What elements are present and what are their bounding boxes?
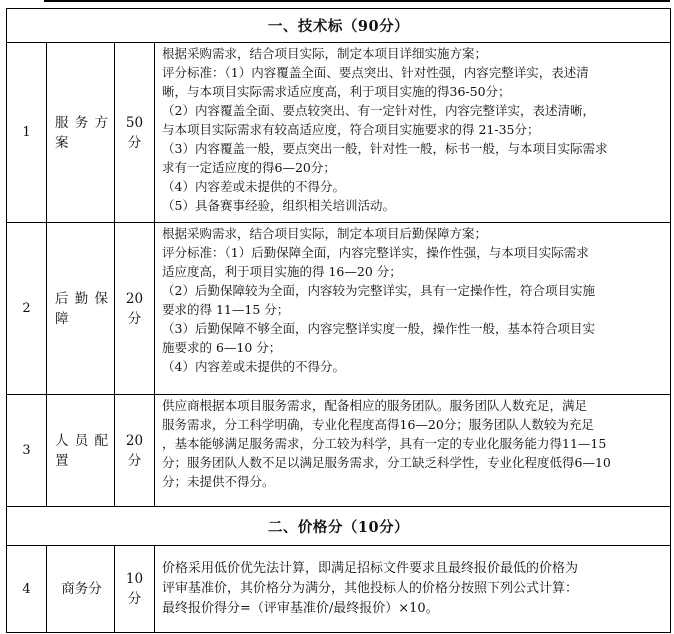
points-value: 20 <box>125 432 144 449</box>
criteria-line: （5）具备赛事经验，组织相关培训活动。 <box>162 198 395 213</box>
criteria-line: 根据采购需求，结合项目实际，制定本项目后勤保障方案； <box>162 226 488 241</box>
scoring-criteria <box>155 546 671 633</box>
row-number: 2 <box>7 223 47 395</box>
criteria-line: 要求的得 11—15 分； <box>162 302 290 317</box>
scoring-criteria <box>155 395 671 507</box>
row-number: 4 <box>7 546 47 633</box>
criteria-line: （2）内容覆盖全面、要点较突出、有一定针对性，内容完整详实，表述清晰， <box>162 103 595 118</box>
scoring-item-line: 人员配 <box>55 432 108 449</box>
criteria-line: （4）内容差或未提供的不得分。 <box>162 359 345 374</box>
points-unit: 分 <box>127 591 142 607</box>
criteria-line: 晰，与本项目实际需求适应度高，利于项目实施的得36-50分； <box>162 84 511 99</box>
scoring-criteria <box>155 223 671 395</box>
table-row <box>7 43 671 223</box>
table-row <box>7 395 671 507</box>
scoring-item-line: 商务分 <box>61 581 102 597</box>
points-value: 10 <box>125 571 144 587</box>
table-row <box>7 546 671 633</box>
price-section-header <box>7 507 671 546</box>
scoring-item <box>47 223 115 395</box>
scoring-table <box>6 8 671 633</box>
technical-section-title: 一、技术标（90分） <box>7 9 671 43</box>
criteria-line: 分；未提供不得分。 <box>162 474 275 489</box>
scoring-item-line: 服务方 <box>55 114 108 131</box>
scoring-item-line: 障 <box>55 310 69 327</box>
scoring-item-line: 后勤保 <box>55 290 108 307</box>
criteria-line: 供应商根据本项目服务需求，配备相应的服务团队。服务团队人数充足，满足 <box>162 398 588 413</box>
points-cell <box>115 395 155 507</box>
scoring-criteria <box>155 43 671 223</box>
criteria-line: 评分标准：（1）内容覆盖全面、要点突出、针对性强，内容完整详实，表述清 <box>162 65 589 80</box>
criteria-line: 与本项目实际需求有较高适应度，符合项目实施要求的得 21-35分； <box>162 122 540 137</box>
criteria-line: 服务需求，分工科学明确，专业化程度高得16—20分；服务团队人数较为充足 <box>162 417 594 432</box>
points-unit: 分 <box>127 310 142 327</box>
criteria-line: 评分标准：（1）后勤保障全面，内容完整详实，操作性强，与本项目实际需求 <box>162 245 589 260</box>
points-value: 50 <box>125 114 144 131</box>
scoring-item-line: 置 <box>55 452 69 469</box>
scoring-item <box>47 395 115 507</box>
points-cell <box>115 546 155 633</box>
price-section-title: 二、价格分（10分） <box>7 507 671 546</box>
scoring-item-line: 案 <box>55 134 69 151</box>
criteria-line: 价格采用低价优先法计算，即满足招标文件要求且最终报价最低的价格为 <box>162 560 579 576</box>
points-unit: 分 <box>127 134 142 151</box>
criteria-line: 施要求的 6—10 分； <box>162 340 282 355</box>
criteria-line: （4）内容差或未提供的不得分。 <box>162 179 345 194</box>
criteria-line: 分；服务团队人数不足以满足服务需求，分工缺乏科学性，专业化程度低得6—10 <box>162 455 611 470</box>
points-value: 20 <box>125 290 144 307</box>
row-number: 1 <box>7 43 47 223</box>
scoring-item <box>47 546 115 633</box>
criteria-line: ，基本能够满足服务需求，分工较为科学，具有一定的专业化服务能力得11—15 <box>162 436 607 451</box>
criteria-line: 求有一定适应度的得6—20分； <box>162 160 336 175</box>
points-cell <box>115 43 155 223</box>
criteria-line: （3）内容覆盖一般，要点突出一般，针对性一般，标书一般，与本项目实际需求 <box>162 141 608 156</box>
points-cell <box>115 223 155 395</box>
criteria-line: （3）后勤保障不够全面，内容完整详实度一般，操作性一般，基本符合项目实 <box>162 321 595 336</box>
criteria-line: 评审基准价，其价格分为满分，其他投标人的价格分按照下列公式计算： <box>162 580 579 596</box>
points-unit: 分 <box>127 452 142 469</box>
criteria-line: 适应度高，利于项目实施的得 16—20 分； <box>162 264 402 279</box>
criteria-line: 根据采购需求，结合项目实际，制定本项目详细实施方案； <box>162 46 488 61</box>
top-border-line <box>44 0 670 2</box>
criteria-line: （2）后勤保障较为全面，内容较为完整详实，具有一定操作性，符合项目实施 <box>162 283 595 298</box>
criteria-line: 最终报价得分=（评审基准价/最终报价）×10。 <box>162 600 439 616</box>
scoring-item <box>47 43 115 223</box>
technical-section-header <box>7 9 671 43</box>
table-row <box>7 223 671 395</box>
row-number: 3 <box>7 395 47 507</box>
